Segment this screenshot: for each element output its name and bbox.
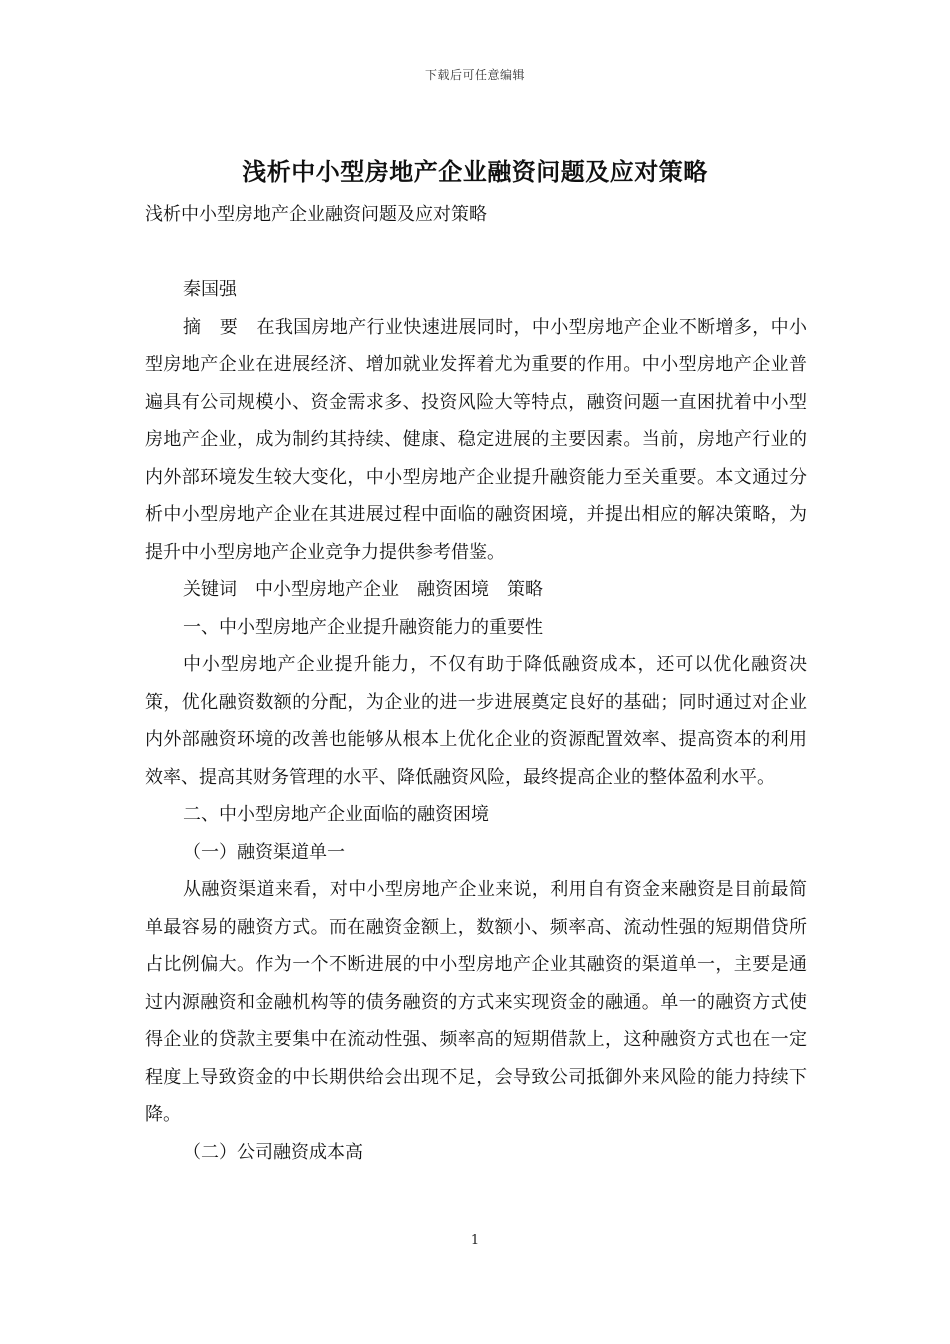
page-number: 1 [470, 1233, 480, 1248]
document-title: 浅析中小型房地产企业融资问题及应对策略 [242, 157, 708, 186]
subsection-2-2-heading: （二）公司融资成本高 [183, 1141, 363, 1163]
section-2-heading: 二、中小型房地产企业面临的融资困境 [183, 804, 489, 825]
subsection-2-1-heading: （一）融资渠道单一 [183, 841, 345, 863]
document-body [145, 196, 807, 1171]
abstract-paragraph: 摘 要 在我国房地产行业快速进展同时，中小型房地产企业不断增多，中小型房地产企业在进展经济、增加就业发挥着尤为重要的作用。中小型房地产企业普遍具有公司规模小、资金需求多、投资风险大等特点，融资问题一直困扰着中小型房地产企业，成为制约其持续、健康、稳定进展的主要因素。当前，房地产行业的内外部环境发生较大变化，中小型房地产企业提升融资能力至关重要。本文通过分析中小型房地产企业在其进展过程中面临的融资困境，并提出相应的解决策略，为提升中小型房地产企业竞争力提供参考借鉴。 [145, 316, 807, 563]
section-1-heading: 一、中小型房地产企业提升融资能力的重要性 [183, 616, 543, 638]
keywords-line: 关键词 中小型房地产企业 融资困境 策略 [183, 579, 543, 600]
author-name: 秦国强 [183, 279, 237, 300]
section-1-paragraph: 中小型房地产企业提升能力，不仅有助于降低融资成本，还可以优化融资决策，优化融资数额的分配，为企业的进一步进展奠定良好的基础；同时通过对企业内外部融资环境的改善也能够从根本上优化企业的资源配置效率、提高资本的利用效率、提高其财务管理的水平、降低融资风险，最终提高企业的整体盈利水平。 [145, 654, 807, 788]
subsection-2-1-paragraph: 从融资渠道来看，对中小型房地产企业来说，利用自有资金来融资是目前最简单最容易的融资方式。而在融资金额上，数额小、频率高、流动性强的短期借贷所占比例偏大。作为一个不断进展的中小型房地产企业其融资的渠道单一，主要是通过内源融资和金融机构等的债务融资的方式来实现资金的融通。单一的融资方式使得企业的贷款主要集中在流动性强、频率高的短期借款上，这种融资方式也在一定程度上导致资金的中长期供给会出现不足，会导致公司抵御外来风险的能力持续下降。 [145, 879, 807, 1125]
blank-line [145, 234, 807, 272]
page-header: 下载后可任意编辑 [424, 68, 525, 82]
document-subtitle: 浅析中小型房地产企业融资问题及应对策略 [145, 204, 487, 225]
